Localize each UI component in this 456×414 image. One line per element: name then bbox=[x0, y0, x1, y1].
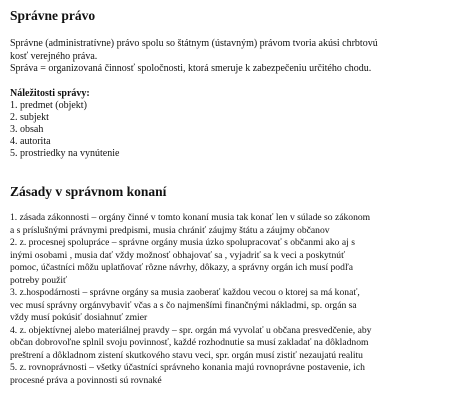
text-line: 5. z. rovnoprávnosti – všetky účastníci správneho konania majú rovnoprávne postavenie, ich bbox=[10, 362, 365, 373]
requirements-list bbox=[10, 100, 446, 160]
text-line: 1. zásada zákonnosti – orgány činné v tomto konaní musia tak konať len v súlade so zákonom bbox=[10, 212, 371, 223]
list-item: 4. autorita bbox=[10, 136, 51, 147]
list-item: 5. prostriedky na vynútenie bbox=[10, 148, 120, 159]
intro-line: Správa = organizovaná činnosť spoločnosti, ktorá smeruje k zabezpečeniu určitého chodu. bbox=[10, 63, 372, 74]
list-title: Náležitosti správy: bbox=[10, 87, 90, 99]
text-line: občan dobrovoľne splnil svoju povinnosť, každé rozhodnutie sa musí zakladať na dôkladnom bbox=[10, 337, 369, 348]
text-line: potreby použiť bbox=[10, 274, 68, 286]
text-line: preštrení a dôkladnom zistení skutkového stavu veci, spr. orgán musí zistiť nezaujatú realitu bbox=[10, 349, 363, 361]
text-line: 2. z. procesnej spolupráce – správne orgány musia úzko spolupracovať s občanmi ako aj s bbox=[10, 237, 355, 248]
text-line: procesné práva a povinnosti sú rovnaké bbox=[10, 374, 162, 386]
text-line: a s príslušnými právnymi predpismi, musia chrániť záujmy štátu a záujmy občanov bbox=[10, 224, 330, 236]
text-line: inými osobami , musia dať vždy možnosť obhajovať sa , vyjadriť sa k veci a poskytnúť bbox=[10, 249, 346, 261]
intro-line: kosť verejného práva. bbox=[10, 50, 98, 62]
list-item: 1. predmet (objekt) bbox=[10, 100, 87, 111]
text-line: vec musí správny orgánvybaviť včas a s čo najmenšími finančnými nákladmi, sp. orgán sa bbox=[10, 299, 357, 311]
intro-line: Správne (administratívne) právo spolu so štátnym (ústavným) právom tvoria akúsi chrbtovú bbox=[10, 38, 378, 49]
text-line: 3. z.hospodárnosti – správne orgány sa musia zaoberať každou vecou o ktorej sa má konať, bbox=[10, 287, 360, 298]
section-title-spravne-pravo: Správne právo bbox=[10, 8, 96, 23]
text-line: pomoc, účastníci môžu uplatňovať rôzne návrhy, dôkazy, a správny orgán ich musí podľa bbox=[10, 262, 354, 273]
list-item: 2. subjekt bbox=[10, 112, 49, 123]
text-line: vždy musí pokúsiť dosiahnuť zmier bbox=[10, 312, 148, 323]
text-line: 4. z. objektívnej alebo materiálnej pravdy – spr. orgán má vyvolať u občana presvedčenie, aby bbox=[10, 324, 372, 336]
section-title-zasady: Zásady v správnom konaní bbox=[10, 184, 167, 199]
principles-text bbox=[10, 212, 446, 387]
list-item: 3. obsah bbox=[10, 124, 44, 135]
intro-paragraph bbox=[10, 38, 446, 76]
